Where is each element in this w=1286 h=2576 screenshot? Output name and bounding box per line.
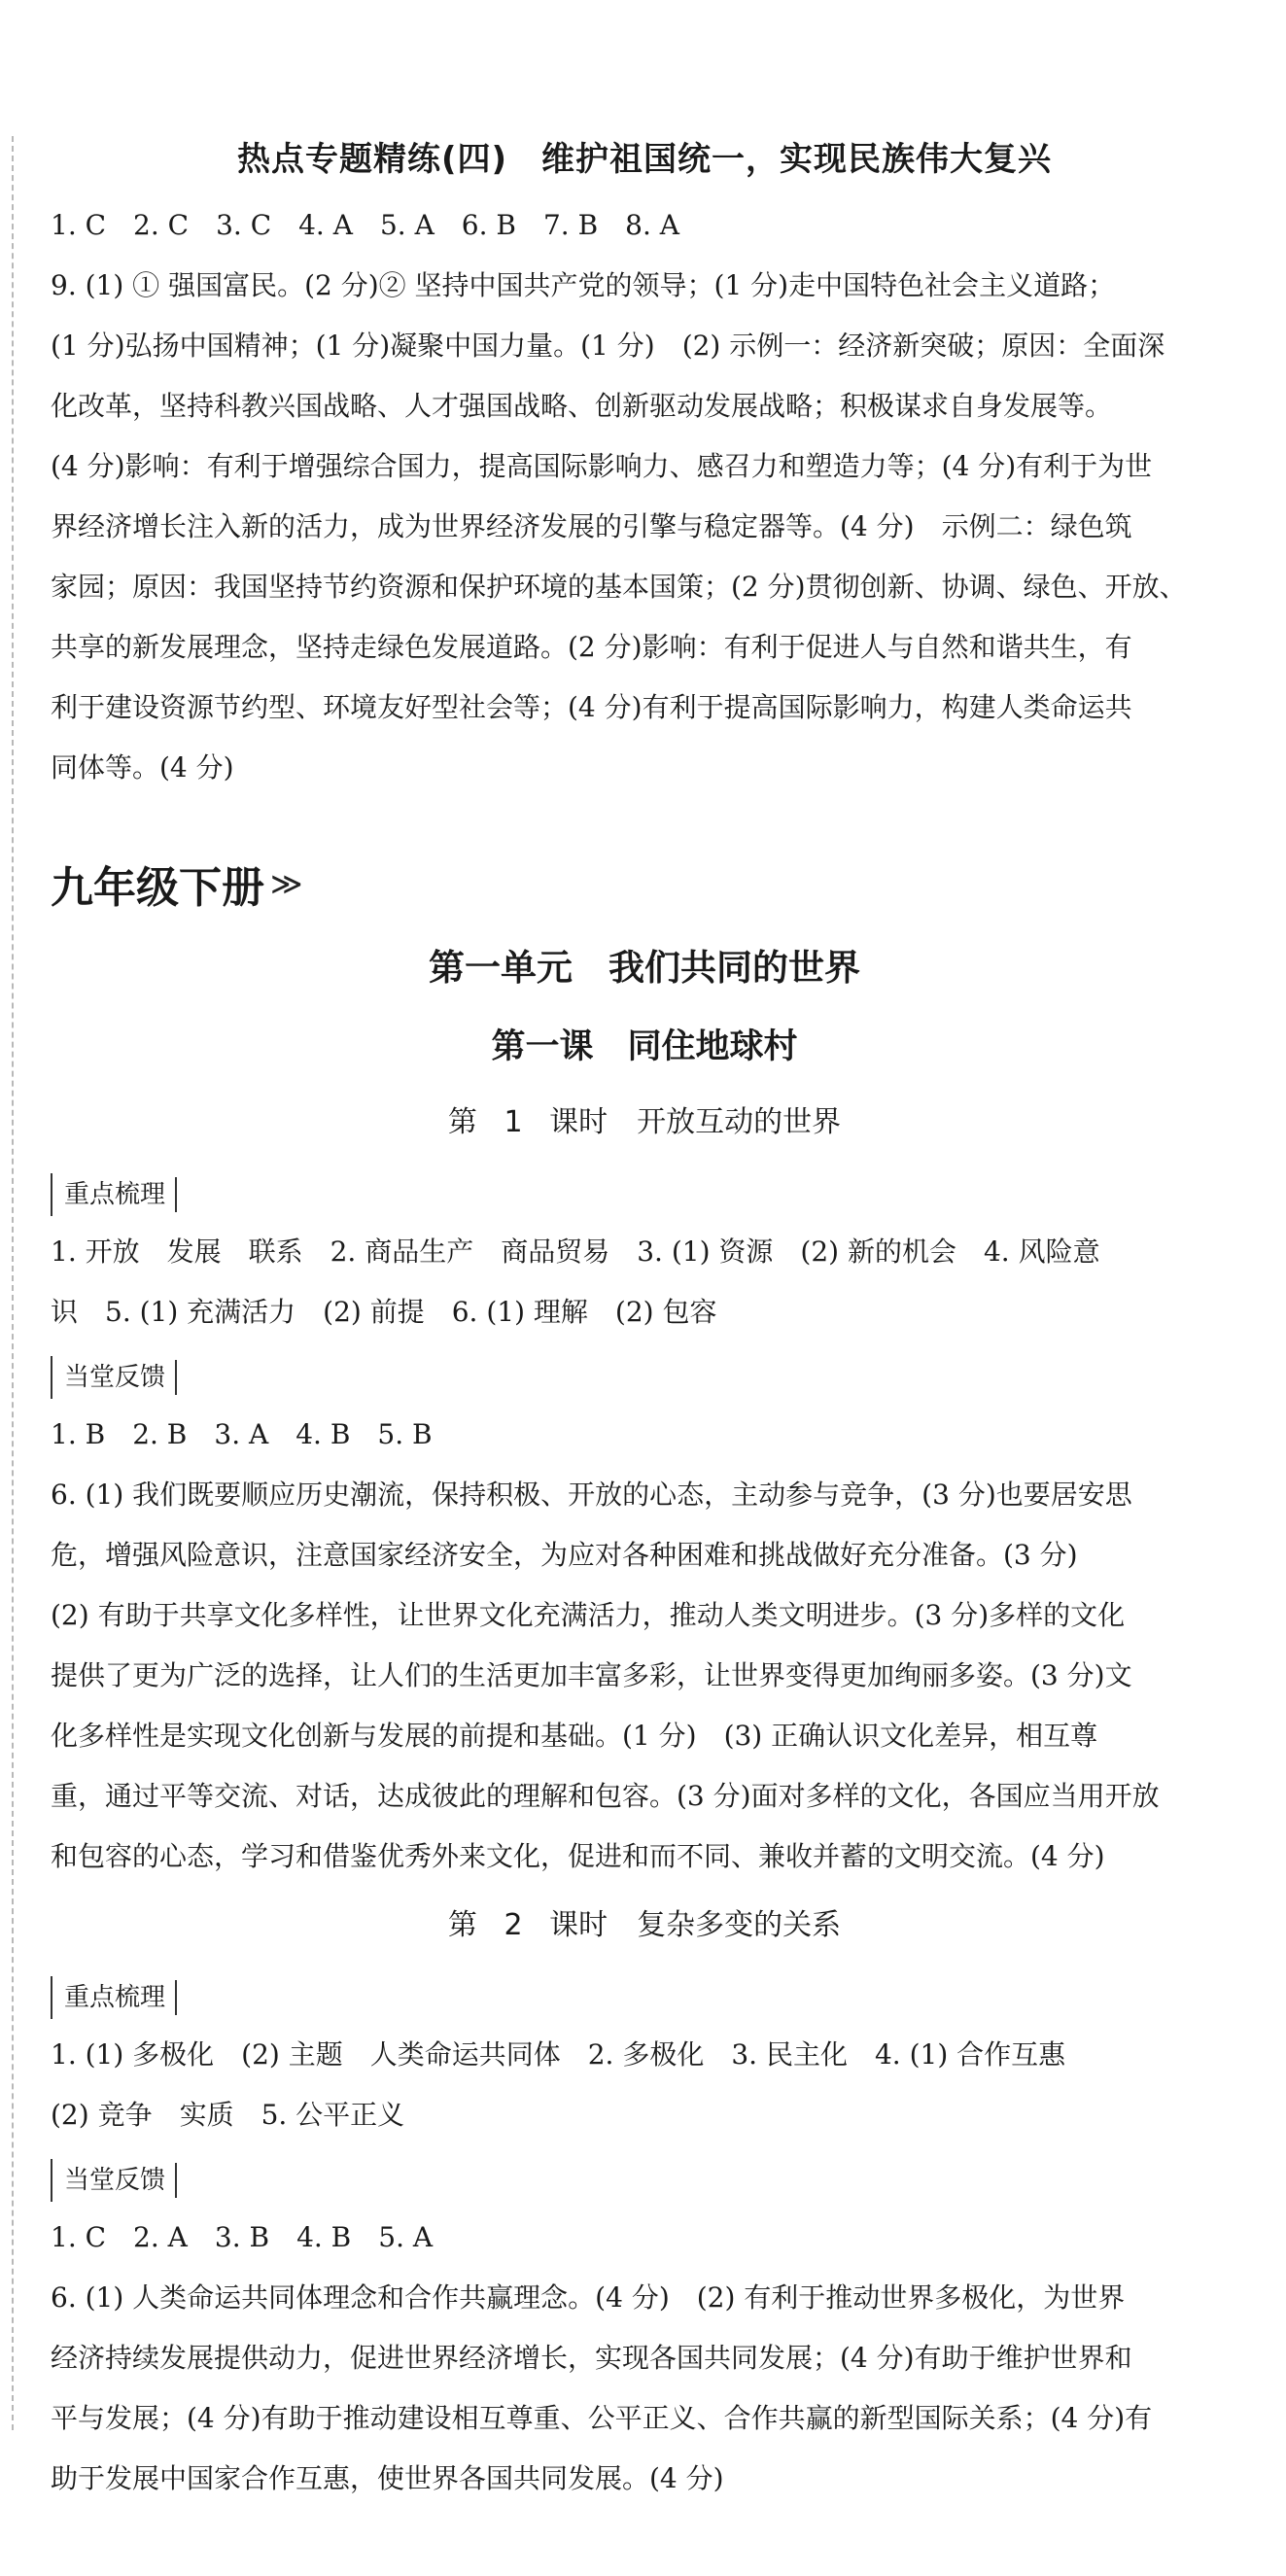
- hot-topic-answers-1-8: 1. C 2. C 3. C 4. A 5. A 6. B 7. B 8. A: [51, 209, 680, 241]
- unit-title: 第一单元 我们共同的世界: [429, 947, 860, 989]
- grade-heading: [51, 853, 1238, 915]
- period-2-title: 第 2 课时 复杂多变的关系: [447, 1908, 842, 1942]
- text-line: 9. (1) ① 强国富民。(2 分)② 坚持中国共产党的领导；(1 分)走中国特色社会主义道路；: [51, 269, 1116, 301]
- answer-page: [51, 117, 1238, 2509]
- text-line: 化改革，坚持科教兴国战略、人才强国战略、创新驱动发展战略；积极谋求自身发展等。: [51, 390, 1113, 422]
- text-line: (2) 竞争 实质 5. 公平正义: [51, 2099, 405, 2131]
- double-chevron-icon: ≫: [270, 865, 303, 902]
- feedback-label: 当堂反馈: [51, 2159, 165, 2202]
- period-1-title: 第 1 课时 开放互动的世界: [447, 1105, 842, 1139]
- period-1-q6: [51, 1465, 1238, 1887]
- text-line: 识 5. (1) 充满活力 (2) 前提 6. (1) 理解 (2) 包容: [51, 1296, 717, 1328]
- text-line: 共享的新发展理念，坚持走绿色发展道路。(2 分)影响：有利于促进人与自然和谐共生，有: [51, 631, 1132, 663]
- text-line: 家园；原因：我国坚持节约资源和保护环境的基本国策；(2 分)贯彻创新、协调、绿色、开放、: [51, 571, 1187, 603]
- text-line: (2) 有助于共享文化多样性，让世界文化充满活力，推动人类文明进步。(3 分)多样的文化: [51, 1599, 1126, 1631]
- text-line: 平与发展；(4 分)有助于推动建设相互尊重、公平正义、合作共赢的新型国际关系；(4 分)有: [51, 2402, 1153, 2434]
- lesson-title: 第一课 同住地球村: [491, 1027, 798, 1066]
- text-line: 经济持续发展提供动力，促进世界经济增长，实现各国共同发展；(4 分)有助于维护世界和: [51, 2342, 1132, 2374]
- text-line: (4 分)影响：有利于增强综合国力，提高国际影响力、感召力和塑造力等；(4 分)有利于为世: [51, 450, 1153, 482]
- hot-topic-title: 热点专题精练(四) 维护祖国统一，实现民族伟大复兴: [236, 140, 1053, 179]
- text-line: 提供了更为广泛的选择，让人们的生活更加丰富多彩，让世界变得更加绚丽多姿。(3 分)文: [51, 1659, 1132, 1691]
- binding-margin-line: [12, 136, 14, 2430]
- text-line: 同体等。(4 分): [51, 751, 234, 783]
- text-line: 1. 开放 发展 联系 2. 商品生产 商品贸易 3. (1) 资源 (2) 新的机会 4. 风险意: [51, 1236, 1100, 1268]
- text-line: 危，增强风险意识，注意国家经济安全，为应对各种困难和挑战做好充分准备。(3 分): [51, 1539, 1078, 1571]
- text-line: 6. (1) 人类命运共同体理念和合作共赢理念。(4 分) (2) 有利于推动世界多极化，为世界: [51, 2281, 1126, 2314]
- text-line: (1 分)弘扬中国精神；(1 分)凝聚中国力量。(1 分) (2) 示例一：经济新突破；原因：全面深: [51, 330, 1165, 362]
- text-line: 1. (1) 多极化 (2) 主题 人类命运共同体 2. 多极化 3. 民主化 4. (1) 合作互惠: [51, 2038, 1066, 2071]
- text-line: 助于发展中国家合作互惠，使世界各国共同发展。(4 分): [51, 2462, 724, 2494]
- text-line: 6. (1) 我们既要顺应历史潮流，保持积极、开放的心态，主动参与竞争，(3 分)也要居安思: [51, 1479, 1132, 1511]
- feedback-answers: 1. C 2. A 3. B 4. B 5. A: [51, 2221, 434, 2253]
- key-points-label: 重点梳理: [51, 1976, 165, 2019]
- text-line: 界经济增长注入新的活力，成为世界经济发展的引擎与稳定器等。(4 分) 示例二：绿色筑: [51, 510, 1132, 542]
- grade-title: 九年级下册: [51, 863, 264, 913]
- feedback-label: 当堂反馈: [51, 1356, 165, 1399]
- text-line: 利于建设资源节约型、环境友好型社会等；(4 分)有利于提高国际影响力，构建人类命运共: [51, 691, 1132, 723]
- key-points-label: 重点梳理: [51, 1173, 165, 1216]
- text-line: 化多样性是实现文化创新与发展的前提和基础。(1 分) (3) 正确认识文化差异，相互尊: [51, 1720, 1098, 1752]
- text-line: 重，通过平等交流、对话，达成彼此的理解和包容。(3 分)面对多样的文化，各国应当用开放: [51, 1780, 1160, 1812]
- text-line: 和包容的心态，学习和借鉴优秀外来文化，促进和而不同、兼收并蓄的文明交流。(4 分): [51, 1840, 1105, 1872]
- period-2-q6: [51, 2268, 1238, 2509]
- feedback-answers: 1. B 2. B 3. A 4. B 5. B: [51, 1418, 433, 1450]
- hot-topic-q9: [51, 256, 1238, 798]
